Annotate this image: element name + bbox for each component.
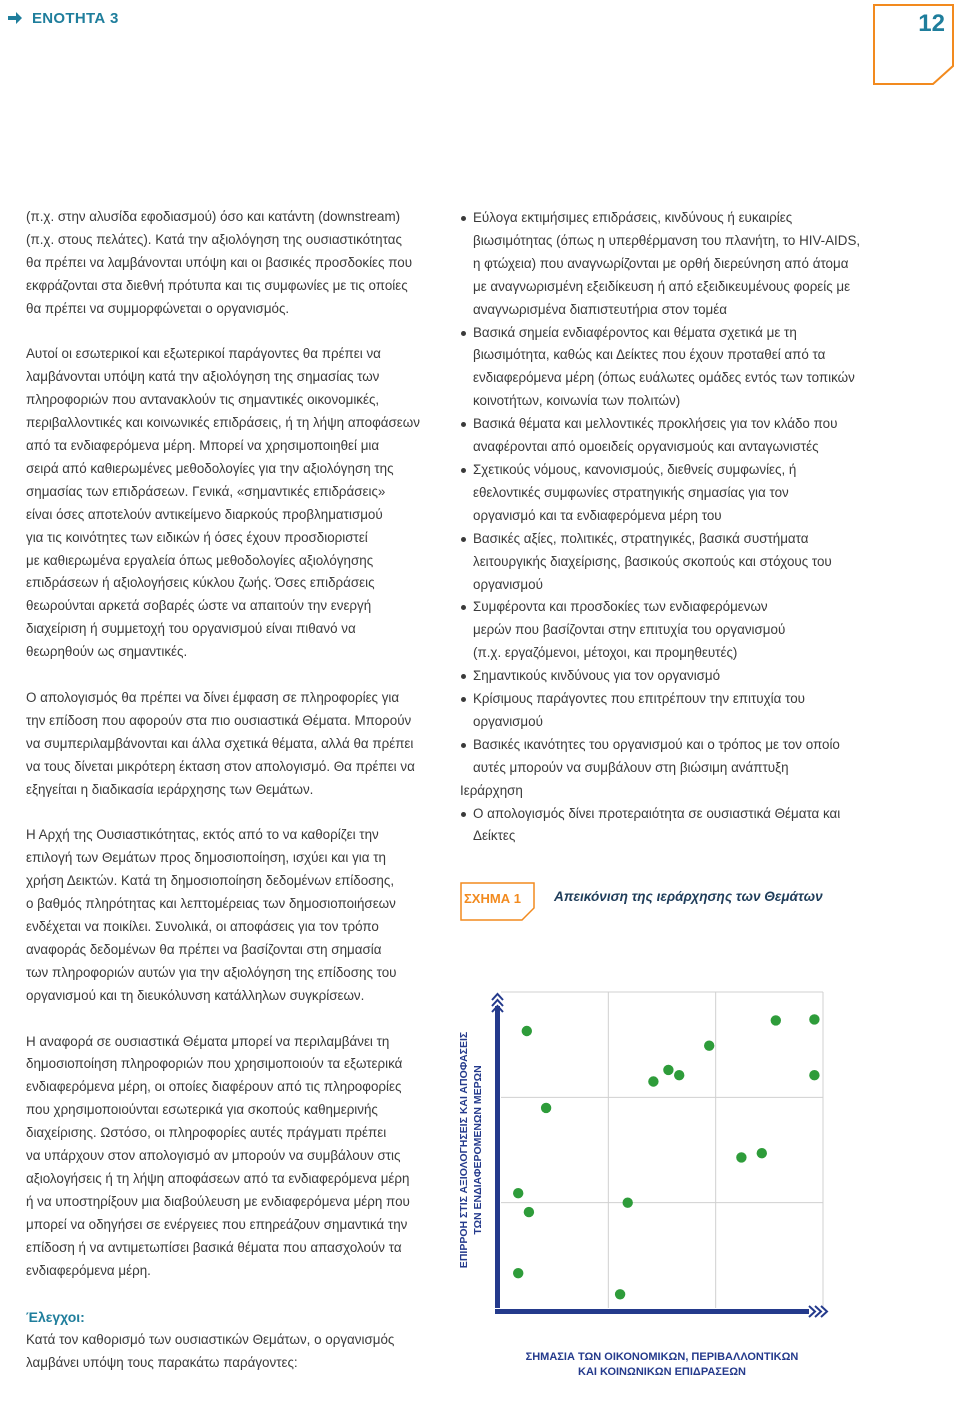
bullet-line: οργανισμό και τα ενδιαφερόμενα μέρη του: [473, 507, 722, 523]
data-point: [513, 1188, 523, 1198]
text-line: πληροφοριών που αντανακλούν τις σημαντικές οικονομικές,: [26, 392, 380, 408]
text-line: επιδράσεων ή αξιολογήσεις κύκλου ζωής. Όσες επιδράσεις: [26, 575, 375, 591]
chart-points: [513, 1014, 820, 1299]
data-point: [524, 1207, 534, 1217]
bullet-item: [460, 803, 900, 849]
bullet-line: Βασικές ικανότητες του οργανισμού και ο τρόπος με τον οποίο: [473, 736, 840, 752]
bullet-item: [460, 207, 900, 322]
text-line: ο βαθμός πληρότητας και λεπτομέρειας των δημοσιοποιήσεων: [26, 896, 396, 912]
text-line: επιλογή των Θεμάτων προς δημοσιοποίηση, ισχύει και για τη: [26, 850, 386, 866]
text-line: μπορεί να οδηγήσει σε ενέργειες που επηρεάζουν σημαντικά την: [26, 1216, 408, 1232]
text-line: ή να υποστηρίξουν μια διαβούλευση με ενδιαφερόμενα μέρη που: [26, 1193, 410, 1209]
bullet-line: κοινοτήτων, κοινωνία των πολιτών): [473, 393, 681, 409]
text-line: θα πρέπει να λαμβάνονται υπόψη και οι βασικές προσδοκίες που: [26, 254, 413, 270]
text-line: περιβαλλοντικές και κοινωνικές επιδράσεις, ή τη λήψη αποφάσεων: [26, 415, 420, 431]
bullet-line: βιωσιμότητας (όπως η υπερθέρμανση του πλανήτη, το HIV-AIDS,: [473, 232, 861, 248]
text-line: που χρησιμοποιούνται εσωτερικά για σκοπούς καθημερινής: [26, 1102, 378, 1118]
data-point: [541, 1103, 551, 1113]
section-header: [6, 8, 119, 28]
bullet-line: Συμφέροντα και προσδοκίες των ενδιαφερόμενων: [473, 599, 768, 615]
text-line: (π.χ. στην αλυσίδα εφοδιασμού) όσο και κατάντη (downstream): [26, 209, 401, 224]
text-line: λαμβάνει υπόψη τους παρακάτω παράγοντες:: [26, 1354, 298, 1370]
text-line: Αυτοί οι εσωτερικοί και εξωτερικοί παράγοντες θα πρέπει να: [26, 346, 381, 362]
factors-list: [460, 207, 900, 780]
text-line: ενδιαφερόμενα μέρη, οι οποίες διαφέρουν από τις πληροφορίες: [26, 1079, 402, 1095]
text-line: να υπάρχουν στον απολογισμό αν μπορούν να συμβάλουν στις: [26, 1148, 401, 1164]
data-point: [648, 1076, 658, 1086]
prioritization-heading: Ιεράρχηση: [460, 782, 523, 798]
text-line: εξηγείται η διαδικασία ιεράρχησης των Θεμάτων.: [26, 781, 314, 797]
text-line: αναφοράς δεδομένων θα πρέπει να βασίζονται στη σημασία: [26, 941, 382, 957]
text-line: ενδιαφερόμενα μέρη.: [26, 1262, 151, 1278]
bullet-item: [460, 596, 900, 665]
text-line: αξιολογήσεις ή τη λήψη αποφάσεων από τα ενδιαφερόμενα μέρη: [26, 1171, 410, 1186]
data-point: [663, 1065, 673, 1075]
x-axis-arrow-chevron: [809, 1306, 815, 1317]
data-point: [615, 1289, 625, 1299]
paragraph: [26, 824, 446, 1007]
data-point: [757, 1148, 767, 1158]
bullet-line: Σχετικούς νόμους, κανονισμούς, διεθνείς συμφωνίες, ή: [473, 461, 797, 477]
x-axis-label: ΚΑΙ ΚΟΙΝΩΝΙΚΩΝ ΕΠΙΔΡΑΣΕΩΝ: [578, 1366, 746, 1378]
bullet-item: [460, 413, 900, 459]
text-line: Η Αρχή της Ουσιαστικότητας, εκτός από το να καθορίζει την: [26, 827, 379, 843]
figure-badge: [460, 882, 532, 918]
bullet-line: Βασικές αξίες, πολιτικές, στρατηγικές, βασικά συστήματα: [473, 530, 809, 546]
left-column: [26, 206, 446, 1305]
x-axis-bar: [495, 1309, 809, 1314]
text-line: σειρά από καθιερωμένες μεθοδολογίες για την αξιολόγηση της: [26, 460, 394, 476]
paragraph: [26, 343, 446, 664]
text-line: οργανισμού και τη διευκόλυνση κατάλληλων συγκρίσεων.: [26, 987, 365, 1003]
x-axis-label: ΣΗΜΑΣΙΑ ΤΩΝ ΟΙΚΟΝΟΜΙΚΩΝ, ΠΕΡΙΒΑΛΛΟΝΤΙΚΩΝ: [525, 1351, 799, 1363]
paragraph: [26, 1031, 446, 1283]
bullet-line: εθελοντικές συμφωνίες στρατηγικής σημασίας για τον: [473, 484, 789, 500]
text-line: είναι όσες αποτελούν αντικείμενο διαρκούς προβληματισμού: [26, 506, 383, 522]
paragraph: [26, 206, 446, 321]
paragraph: [26, 687, 446, 802]
bullet-line: οργανισμού: [473, 576, 543, 592]
data-point: [513, 1268, 523, 1278]
checks-block: [26, 1306, 446, 1375]
text-line: με καθιερωμένα εργαλεία όπως μεθοδολογίες αξιολόγησης: [26, 552, 374, 568]
bullet-line: με αναγνωρισμένη εξειδίκευση ή από εξειδικευμένους φορείς με: [473, 278, 851, 294]
text-line: ενδέχεται να ποικίλει. Συνολικά, οι αποφάσεις για τον τρόπο: [26, 919, 379, 935]
bullet-line: αυτές μπορούν να συμβάλουν στη βιώσιμη ανάπτυξη: [473, 759, 789, 775]
bullet-item: [460, 459, 900, 528]
text-line: εκφράζονται στα διεθνή πρότυπα και τις συμφωνίες με τις οποίες: [26, 277, 408, 293]
bullet-line: Δείκτες: [473, 828, 516, 844]
data-point: [674, 1070, 684, 1080]
figure-header: [460, 882, 930, 922]
text-line: σημασίας των επιδράσεων. Γενικά, «σημαντικές επιδράσεις»: [26, 483, 386, 499]
bullet-item: [460, 665, 900, 688]
bullet-line: Ο απολογισμός δίνει προτεραιότητα σε ουσιαστικά Θέματα και: [473, 805, 841, 821]
chart-axes: [492, 994, 827, 1317]
text-line: την επίδοση που αφορούν στα πιο ουσιαστικά Θέματα. Μπορούν: [26, 712, 412, 728]
bullet-item: [460, 322, 900, 414]
chart-grid: [501, 992, 823, 1308]
text-line: διαχείρισης. Ωστόσο, οι πληροφορίες αυτές πράγματι πρέπει: [26, 1125, 387, 1141]
text-line: από τα ενδιαφερόμενα μέρη. Μπορεί να χρησιμοποιηθεί μια: [26, 438, 380, 454]
data-point: [809, 1014, 819, 1024]
prioritization-list: [460, 803, 900, 849]
materiality-chart: [455, 980, 835, 1390]
data-point: [809, 1070, 819, 1080]
bullet-line: αναφέρονται από ομοειδείς οργανισμούς και ανταγωνιστές: [473, 439, 819, 455]
arrow-right-icon: [6, 9, 24, 27]
figure-label: ΣΧΗΜΑ 1: [464, 891, 521, 906]
bullet-line: οργανισμού: [473, 713, 543, 729]
bullet-line: βιωσιμότητα, καθώς και Δείκτες που έχουν προταθεί από τα: [473, 347, 826, 363]
checks-text: [26, 1329, 446, 1375]
text-line: χρήση Δεικτών. Κατά τη δημοσιοποίηση δεδομένων επίδοσης,: [26, 873, 395, 889]
text-line: θεωρηθούν ως σημαντικές.: [26, 644, 188, 660]
text-line: θα πρέπει να συμμορφώνεται ο οργανισμός.: [26, 300, 290, 316]
bullet-line: ενδιαφερόμενα μέρη (όπως ευάλωτες ομάδες εντός των τοπικών: [473, 370, 855, 386]
bullet-item: [460, 688, 900, 734]
section-label: ΕΝΟΤΗΤΑ 3: [32, 9, 119, 27]
text-line: των πληροφοριών αυτών για την αξιολόγηση της επίδοσης του: [26, 964, 397, 980]
bullet-line: Βασικά σημεία ενδιαφέροντος και θέματα σχετικά με τη: [473, 324, 797, 340]
bullet-line: μερών που βασίζονται στην επιτυχία του οργανισμού: [473, 622, 786, 638]
bullet-line: η φτώχεια) που αναγνωρίζονται με ορθή διερεύνηση από άτομα: [473, 255, 849, 271]
text-line: θεωρούνται αρκετά σοβαρές ώστε να απαιτούν την ενεργή: [26, 598, 372, 614]
bullet-line: Κρίσιμους παράγοντες που επιτρέπουν την επιτυχία του: [473, 691, 805, 707]
text-line: να τους δίνεται μικρότερη έκταση στον απολογισμό. Θα πρέπει να: [26, 758, 415, 774]
data-point: [522, 1026, 532, 1036]
bullet-line: Σημαντικούς κινδύνους για τον οργανισμό: [473, 668, 721, 684]
text-line: λαμβάνονται υπόψη κατά την αξιολόγηση της σημασίας των: [26, 369, 380, 385]
data-point: [736, 1152, 746, 1162]
text-line: για τις κοινότητες των ειδικών ή όσες έχουν προσδιοριστεί: [26, 529, 368, 545]
bullet-line: αναγνωρισμένα διαπιστευτήρια στον τομέα: [473, 301, 727, 317]
bullet-item: [460, 528, 900, 597]
data-point: [771, 1015, 781, 1025]
bullet-item: [460, 734, 900, 780]
y-axis-label: ΕΠΙΡΡΟΗ ΣΤΙΣ ΑΞΙΟΛΟΓΗΣΕΙΣ ΚΑΙ ΑΠΟΦΑΣΕΙΣ: [458, 1031, 470, 1269]
text-line: διαχείριση ή συμμετοχή του οργανισμού είναι πιθανό να: [26, 621, 356, 637]
text-line: Κατά τον καθορισμό των ουσιαστικών Θεμάτων, ο οργανισμός: [26, 1331, 395, 1347]
bullet-line: Εύλογα εκτιμήσιμες επιδράσεις, κινδύνους ή ευκαιρίες: [473, 210, 793, 225]
y-axis-label: ΤΩΝ ΕΝΔΙΑΦΕΡΟΜΕΝΩΝ ΜΕΡΩΝ: [472, 1065, 484, 1235]
right-column: [460, 207, 900, 848]
data-point: [623, 1198, 633, 1208]
checks-title: Έλεγχοι:: [26, 1309, 85, 1325]
text-line: (π.χ. στους πελάτες). Κατά την αξιολόγηση της ουσιαστικότητας: [26, 231, 402, 247]
bullet-line: λειτουργικής διαχείρισης, βασικούς σκοπούς και στόχους του: [473, 553, 832, 569]
text-line: Η αναφορά σε ουσιαστικά Θέματα μπορεί να περιλαμβάνει τη: [26, 1033, 390, 1049]
data-point: [704, 1041, 714, 1051]
text-line: Ο απολογισμός θα πρέπει να δίνει έμφαση σε πληροφορίες για: [26, 690, 400, 705]
page-number: 12: [918, 10, 945, 37]
text-line: δημοσιοποίηση πληροφοριών που χρησιμοποιούν τα εξωτερικά: [26, 1056, 403, 1072]
text-line: να συμπεριλαμβάνονται και άλλα σχετικά θέματα, αλλά θα πρέπει: [26, 735, 414, 751]
y-axis-bar: [495, 1006, 500, 1308]
bullet-line: Βασικά θέματα και μελλοντικές προκλήσεις για τον κλάδο που: [473, 416, 838, 432]
text-line: επίδοση ή να αντιμετωπίσει βασικά θέματα που απασχολούν τα: [26, 1239, 402, 1255]
page-number-box: [873, 4, 955, 86]
figure-title: Απεικόνιση της ιεράρχησης των Θεμάτων: [554, 889, 823, 904]
bullet-line: (π.χ. εργαζόμενοι, μέτοχοι, και προμηθευτές): [473, 645, 738, 661]
